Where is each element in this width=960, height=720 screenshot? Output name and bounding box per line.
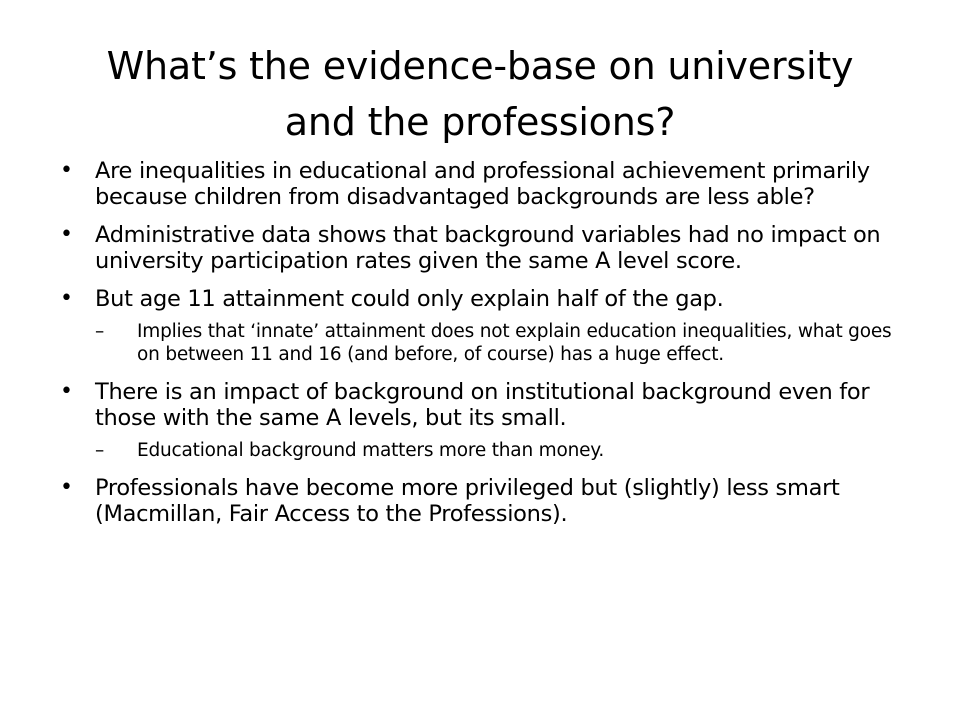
bullet-text: There is an impact of background on institutional background even for those with the same A levels, but its small. [95,379,870,431]
bullet-marker: • [60,222,73,247]
bullet-item [60,379,900,431]
bullet-item [60,286,900,312]
bullet-text: But age 11 attainment could only explain half of the gap. [95,286,724,312]
bullet-text: Are inequalities in educational and professional achievement primarily because children from disadvantaged backgrounds are less able? [95,158,870,210]
sub-bullet-item [60,439,900,462]
bullet-list [60,158,900,539]
bullet-item [60,222,900,274]
bullet-marker: • [60,475,73,500]
bullet-text: Administrative data shows that background variables had no impact on university participation rates given the same A level score. [95,222,881,274]
sub-bullet-marker: – [95,321,105,342]
bullet-marker: • [60,286,73,311]
title-line-2: and the professions? [284,100,676,144]
bullet-item [60,158,900,210]
sub-bullet-marker: – [95,440,105,461]
slide-title [80,38,880,150]
bullet-text: Professionals have become more privileged but (slightly) less smart (Macmillan, Fair Access to the Professions). [95,475,840,527]
bullet-item [60,475,900,527]
sub-bullet-item [60,320,900,366]
bullet-marker: • [60,379,73,404]
sub-bullet-text: Educational background matters more than money. [137,440,605,461]
sub-bullet-text: Implies that ‘innate’ attainment does not explain education inequalities, what goes on between 11 and 16 (and before, of course) has a huge effect. [137,321,892,365]
bullet-marker: • [60,158,73,183]
title-line-1: What’s the evidence-base on university [106,44,854,88]
